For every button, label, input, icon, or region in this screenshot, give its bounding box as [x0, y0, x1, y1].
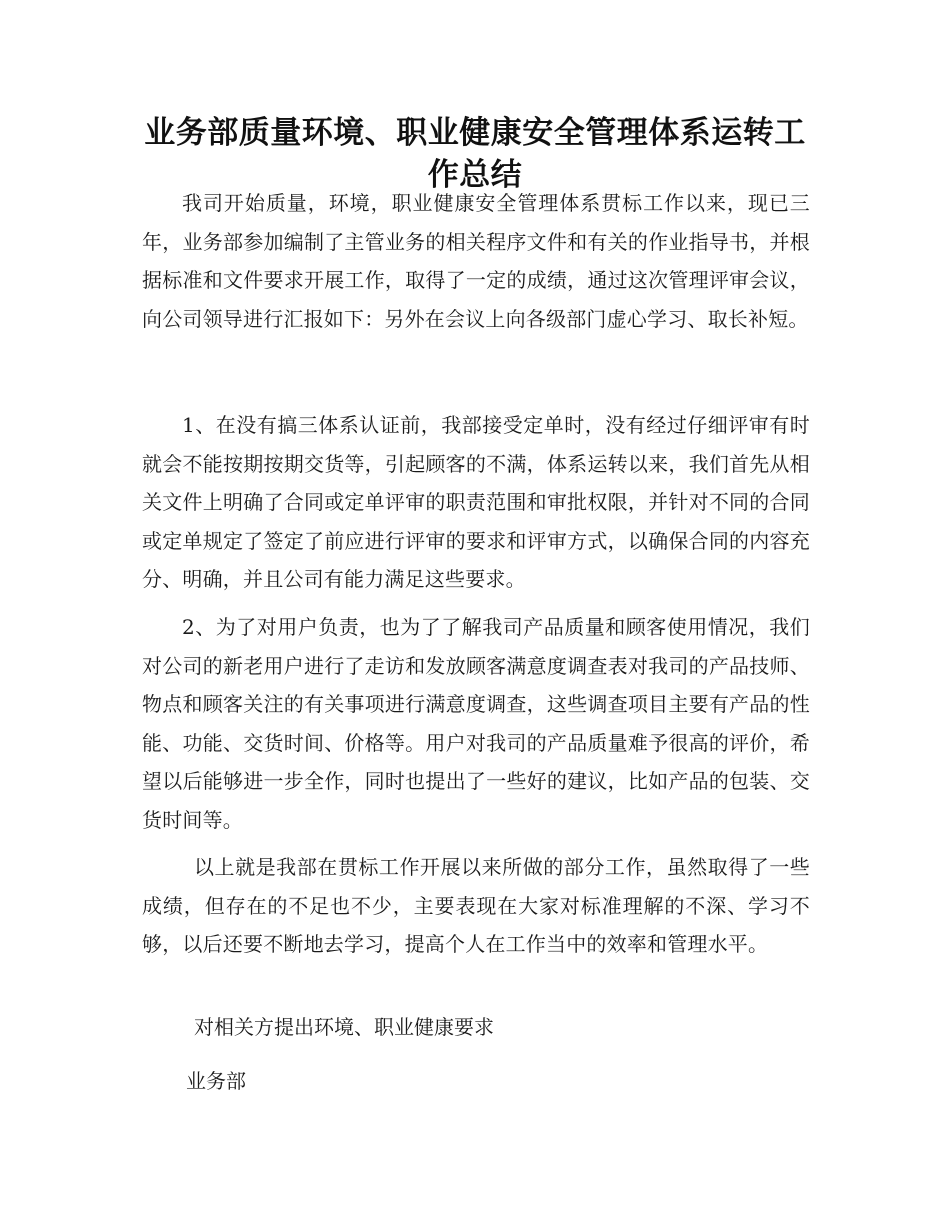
body-paragraph-item-2: 2、为了对用户负责，也为了了解我司产品质量和顾客使用情况，我们对公司的新老用户进行了走访和发放顾客满意度调查表对我司的产品技师、物点和顾客关注的有关事项进行满意度调查，这些调查项目主要有产品的性能、功能、交货时间、价格等。用户对我司的产品质量难予很高的评价，希望以后能够进一步全作，同时也提出了一些好的建议，比如产品的包装、交货时间等。 — [142, 615, 810, 832]
body-paragraph-item-1: 1、在没有搞三体系认证前，我部接受定单时，没有经过仔细评审有时就会不能按期按期交货等，引起顾客的不满，体系运转以来，我们首先从相关文件上明确了合同或定单评审的职责范围和审批权限，并针对不同的合同或定单规定了签定了前应进行评审的要求和评审方式，以确保合同的内容充分、明确，并且公司有能力满足这些要求。 — [142, 413, 810, 592]
department-signature: 业务部 — [186, 1069, 246, 1093]
body-paragraph-summary: 以上就是我部在贯标工作开展以来所做的部分工作，虽然取得了一些成绩，但存在的不足也不少，主要表现在大家对标准理解的不深、学习不够，以后还要不断地去学习，提高个人在工作当中的效率和管理水平。 — [142, 855, 810, 957]
body-paragraph-intro: 我司开始质量，环境，职业健康安全管理体系贯标工作以来，现已三年，业务部参加编制了主管业务的相关程序文件和有关的作业指导书，并根据标准和文件要求开展工作，取得了一定的成绩，通过这次管理评审会议，向公司领导进行汇报如下：另外在会议上向各级部门虚心学习、取长补短。 — [142, 191, 810, 331]
notice-line: 对相关方提出环境、职业健康要求 — [194, 1015, 494, 1039]
document-title: 业务部质量环境、职业健康安全管理体系运转工作总结 — [144, 115, 806, 193]
